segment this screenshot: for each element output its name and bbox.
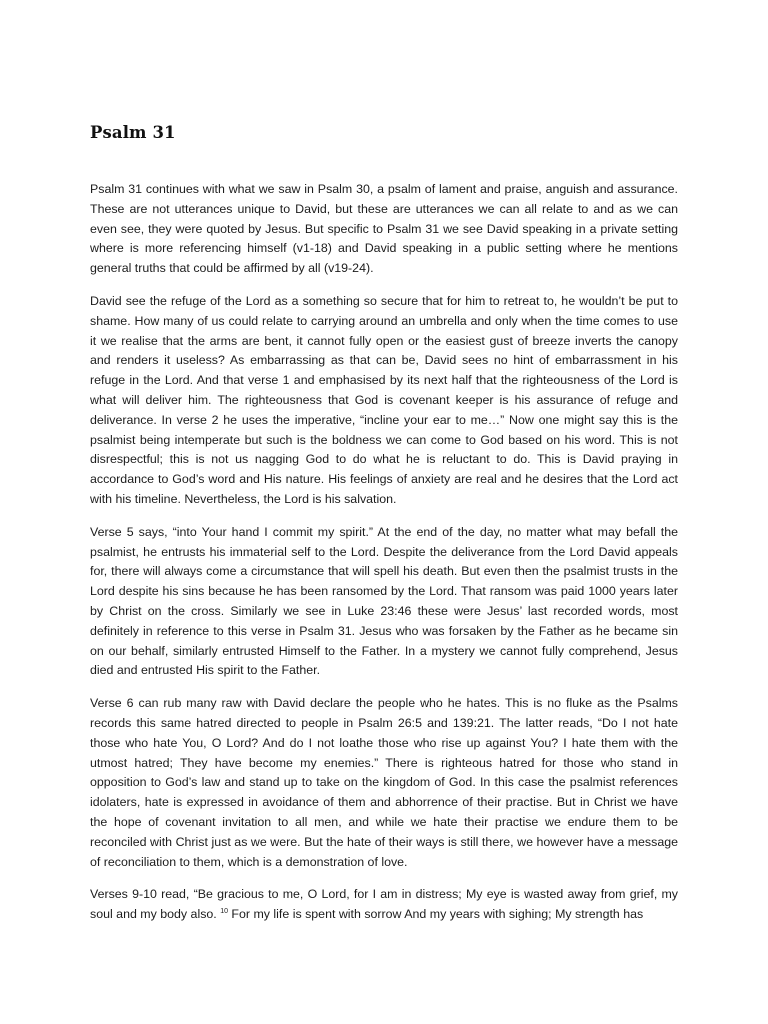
paragraph-5	[90, 885, 678, 925]
paragraph-5-text-end: For my life is spent with sorrow And my years with sighing; My strength has	[227, 907, 644, 922]
paragraph-3: Verse 5 says, “into Your hand I commit my spirit.” At the end of the day, no matter what may befall the psalmist, he entrusts his immaterial self to the Lord. Despite the deliverance from the Lord David appeals for, there will always come a circumstance that will spell his death. But even then the psalmist trusts in the Lord despite his sins because he has been ransomed by the Lord. That ransom was paid 1000 years later by Christ on the cross. Similarly we see in Luke 23:46 these were Jesus’ last recorded words, most definitely in reference to this verse in Psalm 31. Jesus who was forsaken by the Father as he became sin on our behalf, similarly entrusted Himself to the Father. In a mystery we cannot fully comprehend, Jesus died and entrusted His spirit to the Father.	[90, 524, 678, 678]
paragraph-4: Verse 6 can rub many raw with David declare the people who he hates. This is no fluke as the Psalms records this same hatred directed to people in Psalm 26:5 and 139:21. The latter reads, “Do I not hate those who hate You, O Lord? And do I not loathe those who rise up against You? I hate them with the utmost hatred; They have become my enemies.” There is righteous hatred for those who stand in opposition to God’s law and stand up to take on the kingdom of God. In this case the psalmist references idolaters, hate is expressed in avoidance of them and abhorrence of their practise. But in Christ we have the hope of covenant invitation to all men, and while we hate their practise we endure them to be reconciled with Christ just as we were. But the hate of their ways is still there, we however have a message of reconciliation to them, which is a demonstration of love.	[90, 696, 678, 869]
paragraph-2: David see the refuge of the Lord as a something so secure that for him to retreat to, he wouldn’t be put to shame. How many of us could relate to carrying around an umbrella and only when the time comes to use it we realise that the arms are bent, it cannot fully open or the easiest gust of breeze inverts the canopy and renders it useless? As embarrassing as that can be, David sees no hint of embarrassment in his refuge in the Lord. And that verse 1 and emphasised by its next half that the righteousness of the Lord is what will deliver him. The righteousness that God is covenant keeper is his assurance of refuge and deliverance. In verse 2 he uses the imperative, “incline your ear to me…” Now one might say this is the psalmist being intemperate but such is the boldness we can come to God based on his word. This is not disrespectful; this is not us nagging God to do what he is reluctant to do. This is David praying in accordance to God’s word and His nature. His feelings of anxiety are real and he desires that the Lord act with his timeline. Nevertheless, the Lord is his salvation.	[90, 293, 678, 506]
verse-number: 10	[220, 907, 228, 915]
paragraph-1: Psalm 31 continues with what we saw in Psalm 30, a psalm of lament and praise, anguish and assurance. These are not utterances unique to David, but these are utterances we can all relate to and as we can even see, they were quoted by Jesus. But specific to Psalm 31 we see David speaking in a private setting where is more referencing himself (v1-18) and David speaking in a public setting where he mentions general truths that could be affirmed by all (v19-24).	[90, 182, 678, 276]
document-title: Psalm 31	[90, 123, 176, 142]
document-body	[90, 180, 678, 938]
paragraph-5-text-start: Verses 9-10 read, “Be gracious to me, O Lord, for I am in distress; My eye is wasted away from grief, my soul and my body also.	[90, 887, 678, 922]
